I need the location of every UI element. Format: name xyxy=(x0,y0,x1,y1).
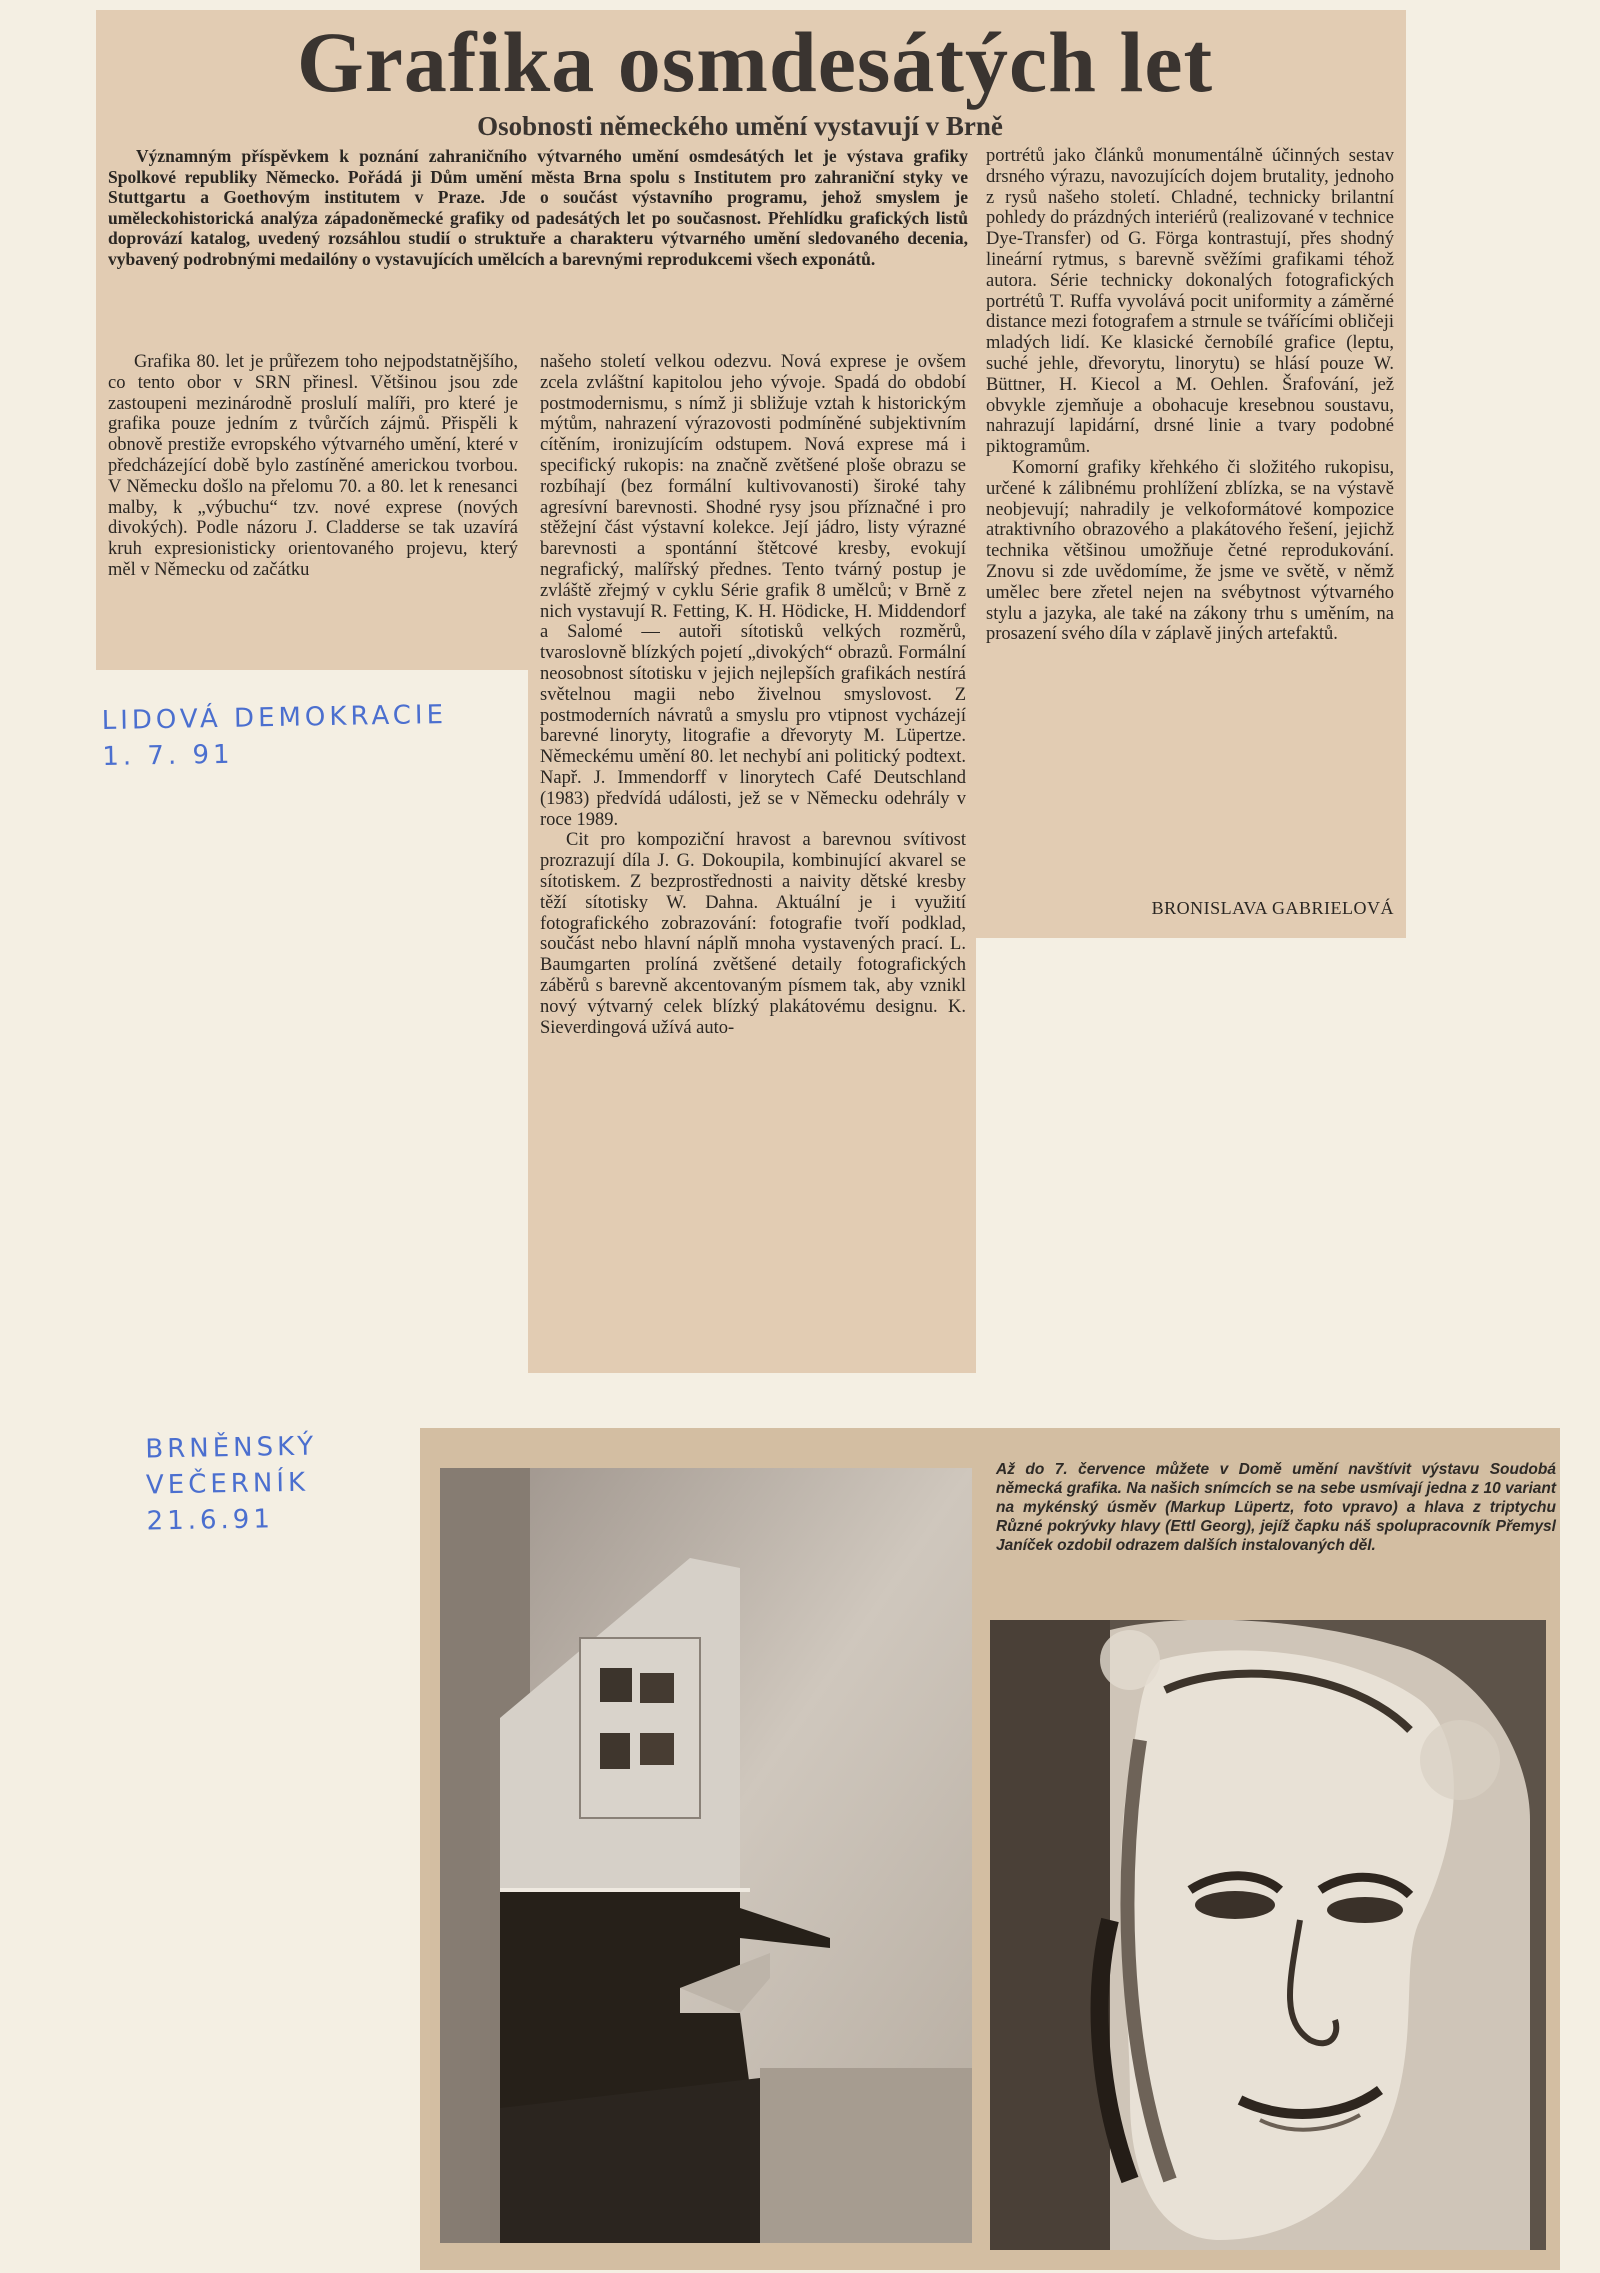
column-2-paragraph-a: našeho století velkou odezvu. Nová exprese je ovšem zcela zvláštní kapitolou jeho vývoje. Spadá do období postmodernismu, s nímž ji sbližuje vztah k historickým mýtům, nahrazení výrazovosti podmíněné subjektivním cítěním, ironizujícím odstupem. Nová exprese má i specifický rukopis: na značně zvětšené ploše obrazu se rozbíhají (bez formální kultivovanosti) široké tahy agresívní barevnosti. Shodné rysy jsou příznačné i pro stěžejní část výstavní kolekce. Její jádro, listy výrazné barevnosti a spontánní štětcové kresby, evokují negrafický, malířský přednes. Tento tvárný postup je zvláště zřejmý v cyklu Série grafik 8 umělců; v Brně z nich vystavují R. Fetting, K. H. Hödicke, H. Middendorf a Salomé — autoři sítotisků velkých rozměrů, tvaroslovně blízkých pojetí „divokých“ obrazů. Formální neosobnost sítotisku v jejich nejlepších grafikách nestírá světelnou magii nebo živelnou smyslovost. Z postmoderních návratů a smyslu pro vtipnost vycházejí barevné linoryty, litografie a dřevoryty M. Lüpertze. Německému umění 80. let nechybí ani politický podtext. Např. J. Immendorff v linorytech Café Deutschland (1983) předvídá události, jež se v Německu odehrály v roce 1989. xyxy=(540,352,966,830)
photo-caption: Až do 7. července můžete v Domě umění navštívit výstavu Soudobá německá grafika. Na našich snímcích se na sebe usmívají jedna z 10 variant na mykénský úsměv (Markup Lüpertz, foto vpravo) a hlava z triptychu Různé pokrývky hlavy (Ettl Georg), jejíž čapku náš spolupracovník Přemysl Janíček ozdobil odrazem dalších instalovaných děl. xyxy=(996,1461,1556,1554)
handwritten-source-date: 1. 7. 91 xyxy=(102,739,234,773)
handwritten-source-date-2: 21.6.91 xyxy=(146,1504,275,1537)
article-column-3 xyxy=(986,146,1394,645)
handwritten-source-note-2 xyxy=(145,1429,319,1540)
article-subheadline: Osobnosti německého umění vystavují v Brně xyxy=(477,111,1003,141)
column-3-paragraph-a: portrétů jako článků monumentálně účinných sestav drsného výrazu, navozujících dojem brutality, jednoho z rysů našeho století. Chladné, technicky brilantní pohledy do prázdných interiérů (realizované v technice Dye-Transfer) od G. Förga kontrastují, přes shodný lineární rytmus, s barevně svěžími grafikami téhož autora. Série technicky dokonalých fotografických portrétů T. Ruffa vyvolává pocit uniformity a záměrné distance mezi fotografem a strnule se tvářícími obličeji mladých lidí. Ke klasické černobílé grafice (leptu, suché jehle, dřevorytu, linorytu) se hlásí pouze W. Büttner, H. Kiecol a M. Oehlen. Šrafování, jež obvykle zjemňuje a obohacuje kresebnou soustavu, nahrazují lapidární, drsné linie a tvary podobné piktogramům. xyxy=(986,146,1394,458)
cap-head-artwork-image xyxy=(440,1468,972,2243)
handwritten-source-note-1 xyxy=(101,697,448,775)
article-column-2 xyxy=(540,352,966,1038)
column-1-paragraph: Grafika 80. let je průřezem toho nejpodstatnějšího, co tento obor v SRN přinesl. Většinou jsou zde zastoupeni mezinárodně proslulí malíři, pro které je grafika pouze jedním z tvůrčích zájmů. Přispěli k obnově prestiže evropského výtvarného umění, které v předcházející době bylo zastíněné americkou tvorbou. V Německu došlo na přelomu 70. a 80. let k renesanci malby, k „výbuchu“ tzv. nové exprese (nových divokých). Podle názoru J. Cladderse se tak uzavírá kruh expresionisticky orientovaného projevu, který měl v Německu od začátku xyxy=(108,352,518,580)
article-lead: Významným příspěvkem k poznání zahraničního výtvarného umění osmdesátých let je výstava grafiky Spolkové republiky Německo. Pořádá ji Dům umění města Brna spolu s Institutem pro zahraniční styky ve Stuttgartu a Goethovým institutem v Praze. Jde o součást výstavního programu, jehož smyslem je uměleckohistorická analýza západoněmecké grafiky od padesátých let po současnost. Přehlídku grafických listů doprovází katalog, uvedený rozsáhlou studií o struktuře a charakteru výtvarného umění sledovaného decenia, vybavený podrobnými medailóny o vystavujících umělcích a barevnými reprodukcemi všech exponátů. xyxy=(108,146,968,269)
handwritten-source-name-line-2: VEČERNÍK xyxy=(145,1467,310,1501)
handwritten-source-name: LIDOVÁ DEMOKRACIE xyxy=(101,699,448,737)
column-3-paragraph-b: Komorní grafiky křehkého či složitého rukopisu, určené k zálibnému prohlížení zblízka, se na výstavě neobjevují; nahradily je velkoformátové kompozice atraktivního obrazového a plakátového řešení, jejichž technika většinou umožňuje četné reprodukování. Znovu si zde uvědomíme, že jsme ve světě, v němž umělec bere zřetel nejen na svébytnost výtvarného stylu a jazyka, ale také na zákony trhu s uměním, na prosazení svého díla v záplavě jiných artefaktů. xyxy=(986,457,1394,645)
mycenaean-face-artwork-image xyxy=(990,1620,1546,2250)
handwritten-source-name-line-1: BRNĚNSKÝ xyxy=(145,1431,318,1465)
photo-mycenaean-smile xyxy=(990,1620,1546,2250)
column-2-paragraph-b: Cit pro kompoziční hravost a barevnou svítivost prozrazují díla J. G. Dokoupila, kombinující akvarel se sítotiskem. Z bezprostřednosti a naivity dětské kresby těží sítotisky W. Dahna. Aktuální je i využití fotografického zobrazování: fotografie tvoří podklad, součást nebo hlavní náplň mnoha vystavených prací. L. Baumgarten prolíná zvětšené detaily fotografických záběrů s barevně akcentovaným písmem tak, aby vznikl nový výtvarný celek blízký plakátovému designu. K. Sieverdingová užívá auto- xyxy=(540,830,966,1038)
article-column-1 xyxy=(108,352,518,581)
article-headline: Grafika osmdesátých let xyxy=(296,14,1214,110)
photo-head-sculpture xyxy=(440,1468,972,2243)
author-byline: BRONISLAVA GABRIELOVÁ xyxy=(1151,898,1394,918)
